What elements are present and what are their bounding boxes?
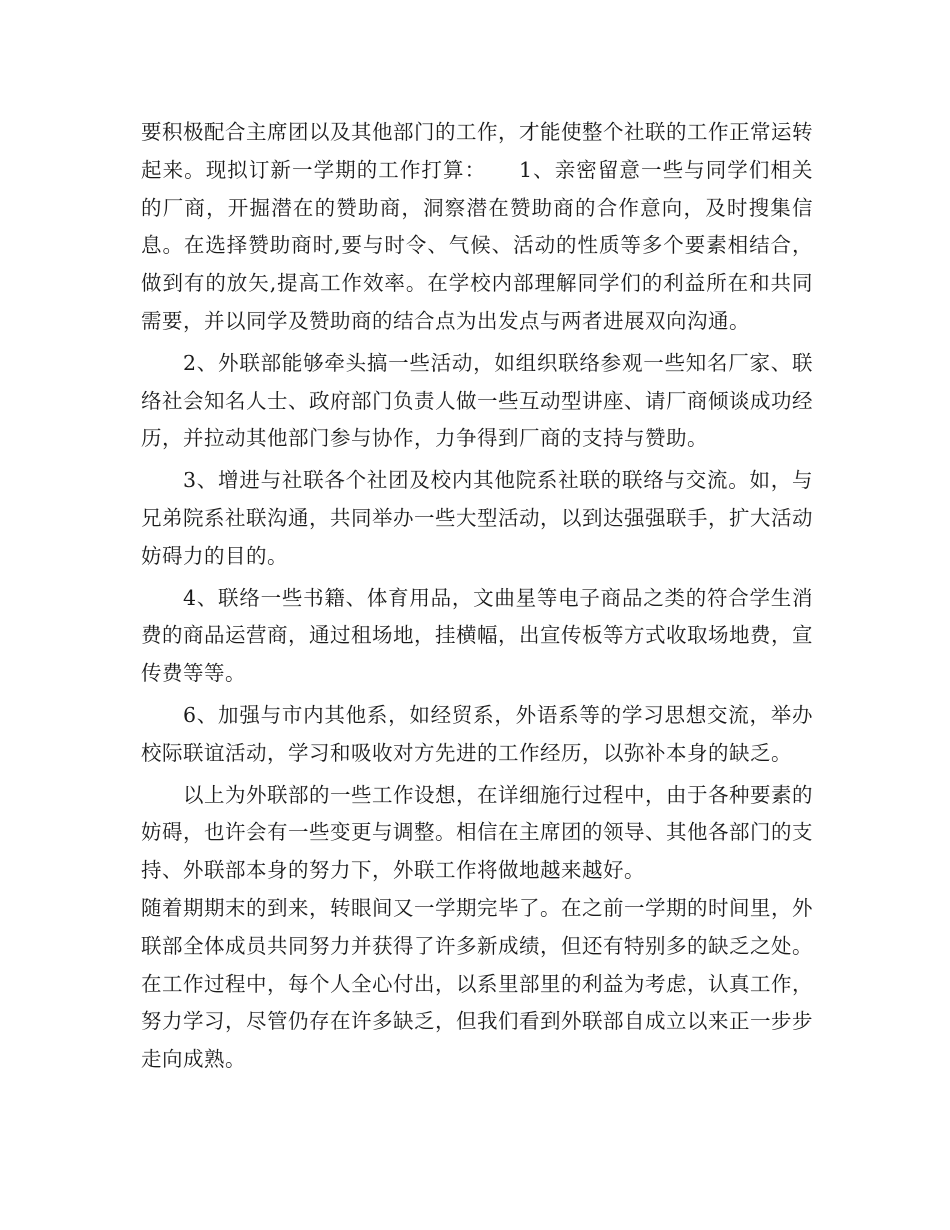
paragraph-item-4: 4、联络一些书籍、体育用品，文曲星等电子商品之类的符合学生消费的商品运营商，通过租场地，挂横幅，出宣传板等方式收取场地费，宣传费等等。 <box>141 585 813 686</box>
document-body <box>141 114 813 1079</box>
paragraph-summary: 以上为外联部的一些工作设想，在详细施行过程中，由于各种要素的妨碍，也许会有一些变更与调整。相信在主席团的领导、其他各部门的支持、外联部本身的努力下，外联工作将做地越来越好。 <box>141 782 813 883</box>
paragraph-item-6: 6、加强与市内其他系，如经贸系，外语系等的学习思想交流，举办校际联谊活动，学习和吸收对方先进的工作经历，以弥补本身的缺乏。 <box>141 702 813 765</box>
paragraph-item-3: 3、增进与社联各个社团及校内其他院系社联的联络与交流。如，与兄弟院系社联沟通，共同举办一些大型活动，以到达强强联手，扩大活动妨碍力的目的。 <box>141 468 813 568</box>
paragraph-work-plan-intro: 要积极配合主席团以及其他部门的工作，才能使整个社联的工作正常运转起来。现拟订新一学期的工作打算： 1、亲密留意一些与同学们相关的厂商，开掘潜在的赞助商，洞察潜在赞助商的合作意向，及时搜集信息。在选择赞助商时,要与时令、气候、活动的性质等多个要素相结合，做到有的放矢,提高工作效率。在学校内部理解同学们的利益所在和共同需要，并以同学及赞助商的结合点为出发点与两者进展双向沟通。 <box>141 120 813 333</box>
paragraph-semester-review: 随着期期末的到来，转眼间又一学期完毕了。在之前一学期的时间里，外联部全体成员共同努力并获得了许多新成绩，但还有特别多的缺乏之处。在工作过程中，每个人全心付出，以系里部里的利益为考虑，认真工作，努力学习，尽管仍存在许多缺乏，但我们看到外联部自成立以来正一步步走向成熟。 <box>141 895 813 1072</box>
paragraph-item-2: 2、外联部能够牵头搞一些活动，如组织联络参观一些知名厂家、联络社会知名人士、政府部门负责人做一些互动型讲座、请厂商倾谈成功经历，并拉动其他部门参与协作，力争得到厂商的支持与赞助。 <box>141 350 813 451</box>
